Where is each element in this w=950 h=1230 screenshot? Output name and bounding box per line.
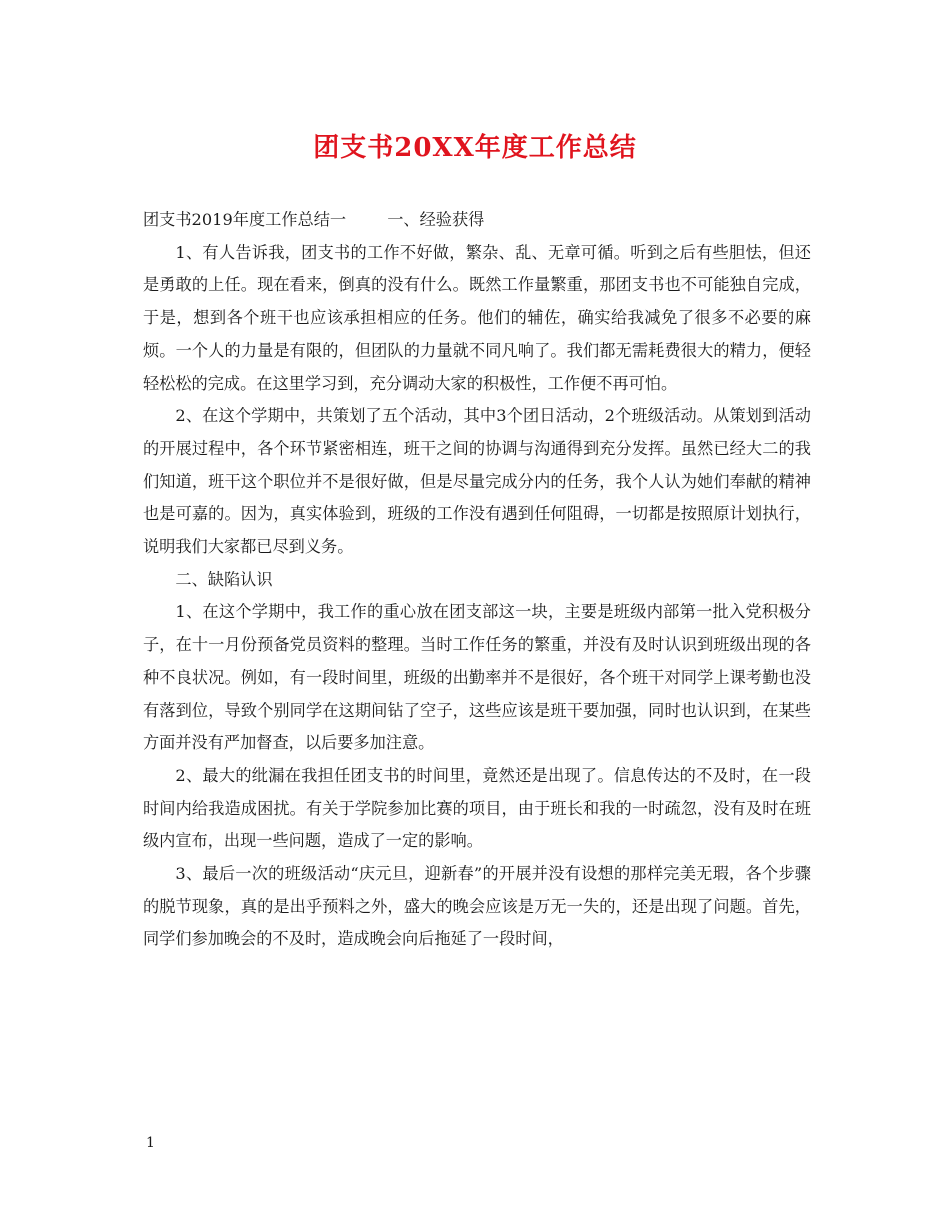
paragraph-experience-2: 2、在这个学期中，共策划了五个活动，其中3个团日活动，2个班级活动。从策划到活动的开展过程中，各个环节紧密相连，班干之间的协调与沟通得到充分发挥。虽然已经大二的我们知道，班干这个职位并不是很好做，但是尽量完成分内的任务，我个人认为她们奉献的精神也是可嘉的。因为，真实体验到，班级的工作没有遇到任何阻碍，一切都是按照原计划执行，说明我们大家都已尽到义务。 [143,406,811,557]
document-body [143,204,811,956]
document-title: 团支书20XX年度工作总结 [313,133,637,163]
paragraph-experience-1: 1、有人告诉我，团支书的工作不好做，繁杂、乱、无章可循。听到之后有些胆怯，但还是勇敢的上任。现在看来，倒真的没有什么。既然工作量繁重，那团支书也不可能独自完成，于是，想到各个班干也应该承担相应的任务。他们的辅佐，确实给我减免了很多不必要的麻烦。一个人的力量是有限的，但团队的力量就不同凡响了。我们都无需耗费很大的精力，便轻轻松松的完成。在这里学习到，充分调动大家的积极性，工作便不再可怕。 [143,242,811,393]
paragraph-defect-1: 1、在这个学期中，我工作的重心放在团支部这一块，主要是班级内部第一批入党积极分子，在十一月份预备党员资料的整理。当时工作任务的繁重，并没有及时认识到班级出现的各种不良状况。例如，有一段时间里，班级的出勤率并不是很好，各个班干对同学上课考勤也没有落到位，导致个别同学在这期间钻了空子，这些应该是班干要加强，同时也认识到，在某些方面并没有严加督查，以后要多加注意。 [143,602,811,753]
intro-line: 团支书2019年度工作总结一 一、经验获得 [143,210,485,229]
page-number: 1 [146,1135,155,1151]
paragraph-defect-2: 2、最大的纰漏在我担任团支书的时间里，竟然还是出现了。信息传达的不及时，在一段时间内给我造成困扰。有关于学院参加比赛的项目，由于班长和我的一时疏忽，没有及时在班级内宣布，出现一些问题，造成了一定的影响。 [143,765,811,851]
paragraph-defect-3: 3、最后一次的班级活动“庆元旦，迎新春”的开展并没有设想的那样完美无瑕，各个步骤的脱节现象，真的是出乎预料之外，盛大的晚会应该是万无一失的，还是出现了问题。首先，同学们参加晚会的不及时，造成晚会向后拖延了一段时间， [143,864,811,949]
section-heading-defects: 二、缺陷认识 [175,569,273,589]
